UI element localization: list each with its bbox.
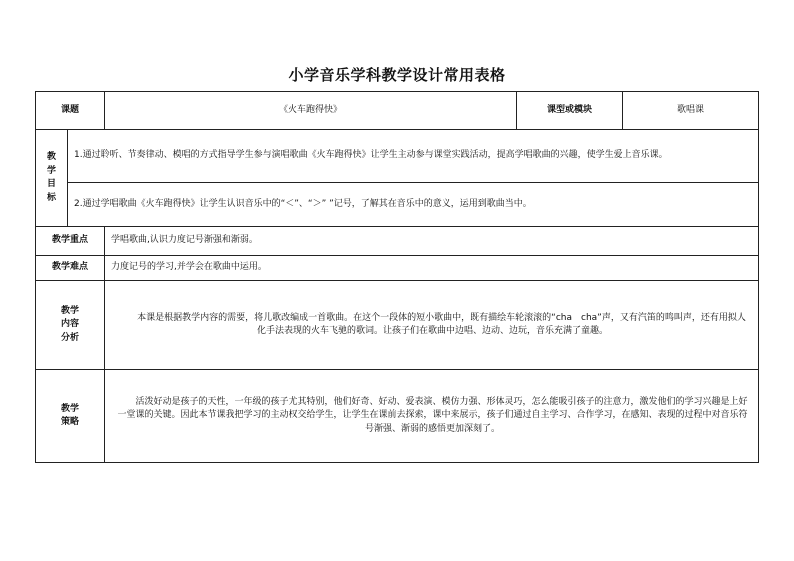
type-value: 歌唱课 [677, 104, 705, 115]
analysis-label-cell [36, 281, 105, 370]
difficulty-cell [105, 256, 759, 281]
course-title: 《火车跑得快》 [279, 104, 343, 115]
strategy-text: 活泼好动是孩子的天性，一年级的孩子尤其特别，他们好奇、好动、爱表演、模仿力强、形体灵巧，怎么能吸引孩子的注意力，激发他们的学习兴趣是上好一堂课的关键。因此本节课我把学习的主动权交给学生，让学生在课前去探索，课中来展示，孩子们通过自主学习、合作学习，在感知、表现的过程中对音乐符号渐强、渐弱的感悟更加深刻了。 [117, 396, 748, 434]
table-row-objective-2 [36, 183, 759, 227]
course-title-cell [105, 92, 517, 130]
lesson-design-table [35, 91, 759, 463]
key-point-label-cell [36, 227, 105, 256]
key-point-cell [105, 227, 759, 256]
analysis-text: 本课是根据教学内容的需要，将儿歌改编成一首歌曲。在这个一段体的短小歌曲中，既有描绘车轮滚滚的“cha cha”声，又有汽笛的鸣叫声，还有用拟人化手法表现的火车飞驰的歌词。让孩子们在歌曲中边唱、边动、边玩，音乐充满了童趣。 [137, 312, 746, 336]
objective-1-cell [68, 130, 759, 183]
objectives-label-char: 学 [46, 165, 56, 176]
type-value-cell [623, 92, 759, 130]
objective-1-text: 1.通过聆听、节奏律动、模唱的方式指导学生参与演唱歌曲《火车跑得快》让学生主动参与课堂实践活动，提高学唱歌曲的兴趣，使学生爱上音乐课。 [74, 150, 668, 161]
table-row-content-analysis [36, 281, 759, 370]
difficulty-label: 教学难点 [52, 262, 89, 273]
objectives-label-cell [36, 130, 68, 227]
strategy-cell [105, 370, 759, 463]
strategy-label-line: 教学 [61, 403, 80, 414]
table-row-key-point [36, 227, 759, 256]
strategy-label-line: 策略 [61, 417, 80, 427]
strategy-label-cell [36, 370, 105, 463]
analysis-label-line: 分析 [61, 332, 80, 343]
difficulty-text: 力度记号的学习,并学会在歌曲中运用。 [111, 262, 267, 273]
table-row-topic [36, 92, 759, 130]
table-row-strategy [36, 370, 759, 463]
objective-2-text: 2.通过学唱歌曲《火车跑得快》让学生认识音乐中的“＜”、“＞” ”记号，了解其在音乐中的意义，运用到歌曲当中。 [74, 198, 532, 209]
table-row-objective-1 [36, 130, 759, 183]
key-point-text: 学唱歌曲,认识力度记号渐强和渐弱。 [111, 235, 258, 246]
objective-2-cell [68, 183, 759, 227]
difficulty-label-cell [36, 256, 105, 281]
table-row-difficulty [36, 256, 759, 281]
key-point-label: 教学重点 [52, 235, 89, 246]
analysis-label-line: 教学 [61, 305, 80, 316]
objectives-label-char: 目 [46, 179, 56, 189]
type-label-cell [517, 92, 623, 130]
objectives-label-char: 教 [46, 152, 56, 162]
page-title: 小学音乐学科教学设计常用表格 [288, 66, 506, 84]
topic-label: 课题 [61, 104, 80, 115]
topic-label-cell [36, 92, 105, 130]
objectives-label-char: 标 [46, 192, 56, 203]
type-label: 课型或模块 [547, 104, 593, 115]
analysis-cell [105, 281, 759, 370]
analysis-label-line: 内容 [61, 319, 80, 330]
